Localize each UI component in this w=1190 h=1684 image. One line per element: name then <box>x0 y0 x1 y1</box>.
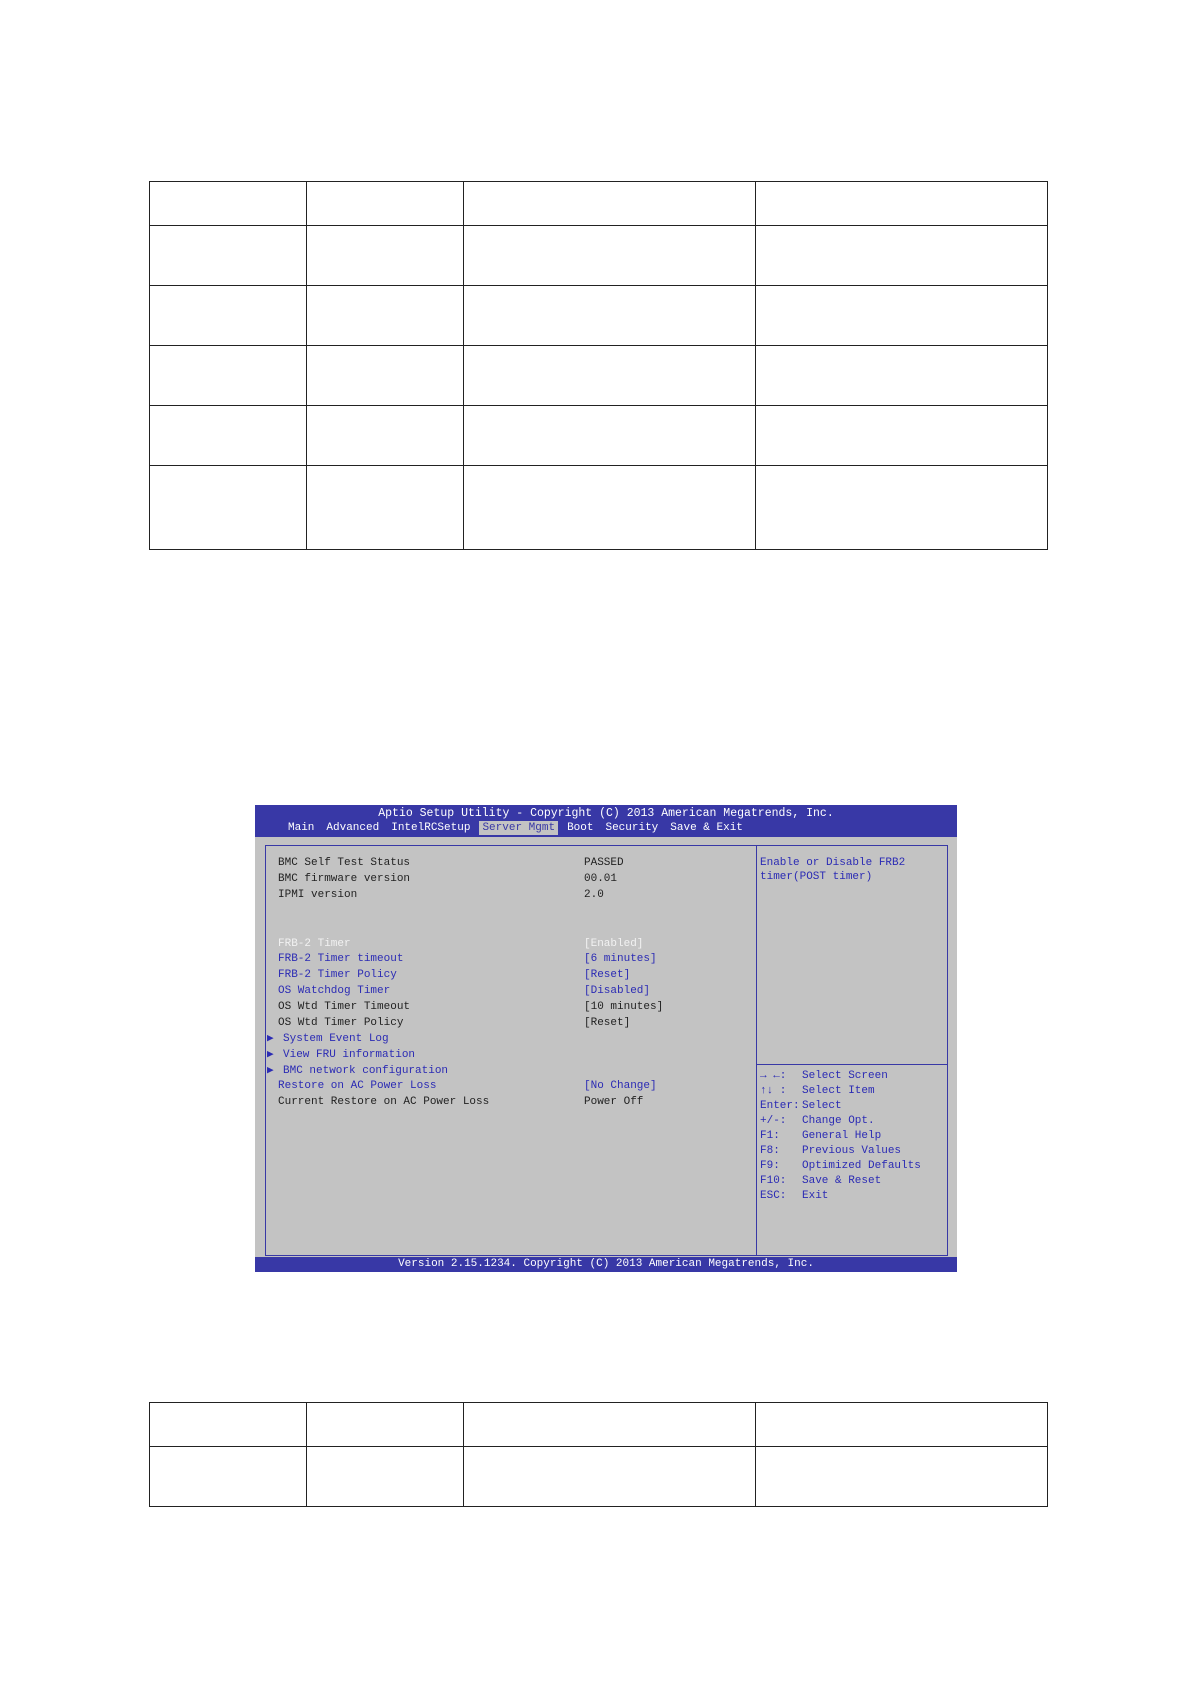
setting-restore-ac[interactable]: Restore on AC Power Loss <box>278 1080 437 1092</box>
info-label: IPMI version <box>278 889 358 901</box>
table-cell <box>464 182 756 226</box>
bios-footer-text: Version 2.15.1234. Copyright (C) 2013 American Megatrends, Inc. <box>398 1258 814 1270</box>
key-legend-row <box>760 1174 881 1188</box>
bios-title: Aptio Setup Utility - Copyright (C) 2013 American Megatrends, Inc. <box>378 807 834 820</box>
table-cell <box>307 1447 464 1507</box>
info-label: BMC Self Test Status <box>278 857 411 869</box>
tab-intelrcsetup[interactable]: IntelRCSetup <box>391 822 471 834</box>
info-value: 00.01 <box>584 873 618 885</box>
setting-frb2-timer-value[interactable]: [Enabled] <box>584 938 644 950</box>
key-action: Save & Reset <box>802 1175 882 1187</box>
help-text: Enable or Disable FRB2 timer(POST timer) <box>760 857 912 883</box>
key-label: F10: <box>760 1175 787 1187</box>
table-cell <box>464 346 756 406</box>
setting-frb2-policy-value[interactable]: [Reset] <box>584 969 631 981</box>
table-cell <box>150 182 307 226</box>
key-label: ESC: <box>760 1190 787 1202</box>
setting-restore-ac-value[interactable]: [No Change] <box>584 1080 657 1092</box>
submenu-system-event-log[interactable] <box>267 1032 389 1046</box>
triangle-right-icon: ▶ <box>267 1049 274 1061</box>
table-row <box>150 406 1048 466</box>
table-row <box>150 466 1048 550</box>
setting-os-wtd-timeout-value: [10 minutes] <box>584 1001 664 1013</box>
table-cell <box>464 466 756 550</box>
panel-divider <box>756 845 757 1256</box>
tab-security[interactable]: Security <box>605 822 659 834</box>
key-action: Exit <box>802 1190 829 1202</box>
setting-os-wtd-policy-value: [Reset] <box>584 1017 631 1029</box>
key-legend-row <box>760 1144 901 1158</box>
setting-frb2-timer[interactable]: FRB-2 Timer <box>278 938 351 950</box>
top-table <box>149 181 1048 550</box>
table-cell <box>307 1403 464 1447</box>
key-action: Change Opt. <box>802 1115 875 1127</box>
triangle-right-icon: ▶ <box>267 1033 274 1045</box>
key-legend-row <box>760 1069 888 1083</box>
key-legend-row <box>760 1084 875 1098</box>
submenu-label: View FRU information <box>283 1049 416 1061</box>
table-cell <box>756 1447 1048 1507</box>
table-cell <box>464 286 756 346</box>
info-label: BMC firmware version <box>278 873 411 885</box>
table-cell <box>150 346 307 406</box>
table-row <box>150 1403 1048 1447</box>
key-action: Select Screen <box>802 1070 888 1082</box>
table-cell <box>150 406 307 466</box>
table-cell <box>464 1447 756 1507</box>
table-cell <box>307 346 464 406</box>
bios-setup-screenshot <box>255 805 957 1272</box>
bottom-table <box>149 1402 1048 1507</box>
table-cell <box>756 1403 1048 1447</box>
key-action: Optimized Defaults <box>802 1160 921 1172</box>
key-label: F9: <box>760 1160 780 1172</box>
setting-os-watchdog[interactable]: OS Watchdog Timer <box>278 985 391 997</box>
key-action: General Help <box>802 1130 882 1142</box>
tab-boot[interactable]: Boot <box>567 822 594 834</box>
key-legend-row <box>760 1114 875 1128</box>
info-value: PASSED <box>584 857 624 869</box>
setting-frb2-timeout-value[interactable]: [6 minutes] <box>584 953 657 965</box>
table-row <box>150 286 1048 346</box>
setting-frb2-policy[interactable]: FRB-2 Timer Policy <box>278 969 397 981</box>
bios-header-bar <box>255 805 957 837</box>
key-label: ↑↓ : <box>760 1085 787 1097</box>
table-row <box>150 226 1048 286</box>
key-action: Previous Values <box>802 1145 902 1157</box>
table-cell <box>150 226 307 286</box>
table-cell <box>756 466 1048 550</box>
key-legend-row <box>760 1189 828 1203</box>
key-action: Select Item <box>802 1085 875 1097</box>
table-row <box>150 346 1048 406</box>
tab-advanced[interactable]: Advanced <box>326 822 380 834</box>
table-cell <box>150 466 307 550</box>
tab-save-exit[interactable]: Save & Exit <box>670 822 743 834</box>
table-cell <box>307 226 464 286</box>
table-cell <box>307 286 464 346</box>
tab-main[interactable]: Main <box>288 822 315 834</box>
current-restore-value: Power Off <box>584 1096 644 1108</box>
table-cell <box>464 226 756 286</box>
triangle-right-icon: ▶ <box>267 1065 274 1077</box>
table-cell <box>756 406 1048 466</box>
key-label: F1: <box>760 1130 780 1142</box>
key-legend-row <box>760 1159 921 1173</box>
table-cell <box>307 466 464 550</box>
current-restore-label: Current Restore on AC Power Loss <box>278 1096 490 1108</box>
table-cell <box>756 182 1048 226</box>
key-legend-row <box>760 1129 881 1143</box>
key-label: → ←: <box>760 1070 787 1082</box>
setting-os-wtd-policy: OS Wtd Timer Policy <box>278 1017 404 1029</box>
table-cell <box>756 226 1048 286</box>
key-action: Select <box>802 1100 842 1112</box>
table-cell <box>150 1447 307 1507</box>
table-row <box>150 1447 1048 1507</box>
table-cell <box>464 1403 756 1447</box>
submenu-label: BMC network configuration <box>283 1065 449 1077</box>
table-cell <box>464 406 756 466</box>
setting-os-wtd-timeout: OS Wtd Timer Timeout <box>278 1001 411 1013</box>
key-label: F8: <box>760 1145 780 1157</box>
table-cell <box>150 286 307 346</box>
help-divider <box>756 1064 948 1065</box>
table-cell <box>307 406 464 466</box>
setting-os-watchdog-value[interactable]: [Disabled] <box>584 985 651 997</box>
table-row <box>150 182 1048 226</box>
submenu-view-fru[interactable] <box>267 1048 415 1062</box>
key-legend-row <box>760 1099 842 1113</box>
table-cell <box>307 182 464 226</box>
submenu-bmc-network[interactable] <box>267 1064 448 1078</box>
key-label: +/-: <box>760 1115 787 1127</box>
submenu-label: System Event Log <box>283 1033 389 1045</box>
table-cell <box>756 346 1048 406</box>
setting-frb2-timeout[interactable]: FRB-2 Timer timeout <box>278 953 404 965</box>
bios-footer-bar <box>255 1257 957 1272</box>
bios-tab-bar <box>288 821 755 837</box>
key-label: Enter: <box>760 1100 800 1112</box>
table-cell <box>150 1403 307 1447</box>
tab-server-mgmt[interactable]: Server Mgmt <box>479 821 558 835</box>
table-cell <box>756 286 1048 346</box>
info-value: 2.0 <box>584 889 604 901</box>
